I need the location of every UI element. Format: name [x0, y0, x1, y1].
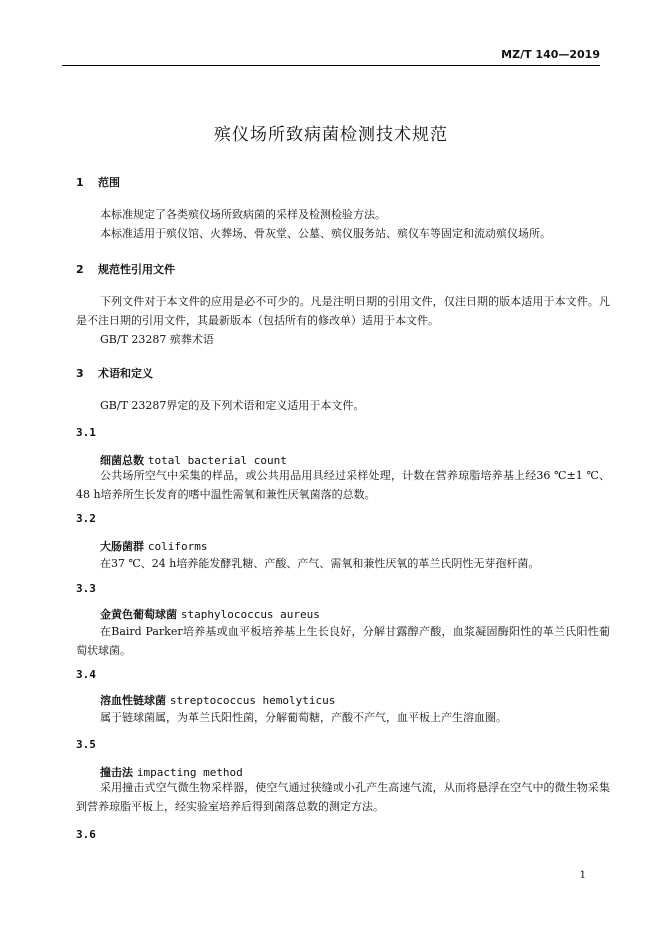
term-number: 3.4 [76, 668, 96, 681]
term-cn: 撞击法 [100, 766, 133, 779]
section-1-para-1: 本标准规定了各类殡仪场所致病菌的采样及检测检验方法。 [100, 208, 386, 221]
section-3-para-1: GB/T 23287界定的及下列术语和定义适用于本文件。 [100, 399, 365, 412]
term-number: 3.6 [76, 828, 96, 841]
section-number: 2 [76, 263, 84, 276]
section-title: 范围 [98, 176, 120, 189]
section-3-heading [76, 365, 610, 381]
header-rule [62, 65, 600, 66]
section-number: 1 [76, 176, 84, 189]
term-cn: 溶血性链球菌 [100, 694, 166, 707]
term-en: staphylococcus aureus [180, 608, 320, 621]
term-heading [100, 692, 634, 708]
term-cn: 细菌总数 [100, 454, 144, 467]
term-en: streptococcus hemolyticus [169, 694, 336, 707]
term-en: impacting method [136, 766, 243, 779]
term-definition: 属于链球菌属，为革兰氏阳性菌，分解葡萄糖，产酸不产气，血平板上产生溶血圈。 [100, 711, 507, 724]
section-2-reference: GB/T 23287 殡葬术语 [100, 333, 214, 346]
page-number: 1 [579, 870, 586, 881]
term-definition: 在Baird Parker培养基或血平板培养基上生长良好，分解甘露醇产酸，血浆凝固酶阳性的革兰氏阳性葡萄状球菌。 [76, 625, 610, 657]
term-definition: 采用撞击式空气微生物采样器，使空气通过狭缝或小孔产生高速气流，从而将悬浮在空气中的微生物采集到营养琼脂平板上，经实验室培养后得到菌落总数的测定方法。 [76, 781, 610, 813]
term-cn: 大肠菌群 [100, 540, 144, 553]
section-2-para-1: 下列文件对于本文件的应用是必不可少的。凡是注明日期的引用文件，仅注日期的版本适用于本文件。凡是不注日期的引用文件，其最新版本（包括所有的修改单）适用于本文件。 [76, 295, 610, 327]
term-number: 3.5 [76, 738, 96, 751]
term-heading [100, 606, 634, 622]
term-cn: 金黄色葡萄球菌 [100, 608, 177, 621]
term-number: 3.2 [76, 512, 96, 525]
section-2-heading [76, 261, 610, 277]
standard-number: MZ/T 140—2019 [501, 48, 600, 61]
section-number: 3 [76, 367, 84, 380]
section-1-heading [76, 174, 610, 190]
term-number: 3.3 [76, 582, 96, 595]
section-title: 术语和定义 [98, 367, 153, 380]
term-en: total bacterial count [147, 454, 287, 467]
section-title: 规范性引用文件 [98, 263, 175, 276]
term-heading [100, 538, 634, 554]
term-number: 3.1 [76, 426, 96, 439]
term-definition: 在37 ℃、24 h培养能发酵乳糖、产酸、产气、需氧和兼性厌氧的革兰氏阴性无芽孢杆菌。 [100, 557, 540, 570]
section-1-para-2: 本标准适用于殡仪馆、火葬场、骨灰堂、公墓、殡仪服务站、殡仪车等固定和流动殡仪场所。 [100, 227, 551, 240]
document-title: 殡仪场所致病菌检测技术规范 [214, 125, 448, 145]
term-definition: 公共场所空气中采集的样品，或公共用品用具经过采样处理，计数在营养琼脂培养基上经36 ℃±1 ℃、48 h培养所生长发育的嗜中温性需氧和兼性厌氧菌落的总数。 [76, 469, 610, 501]
term-en: coliforms [147, 540, 208, 553]
